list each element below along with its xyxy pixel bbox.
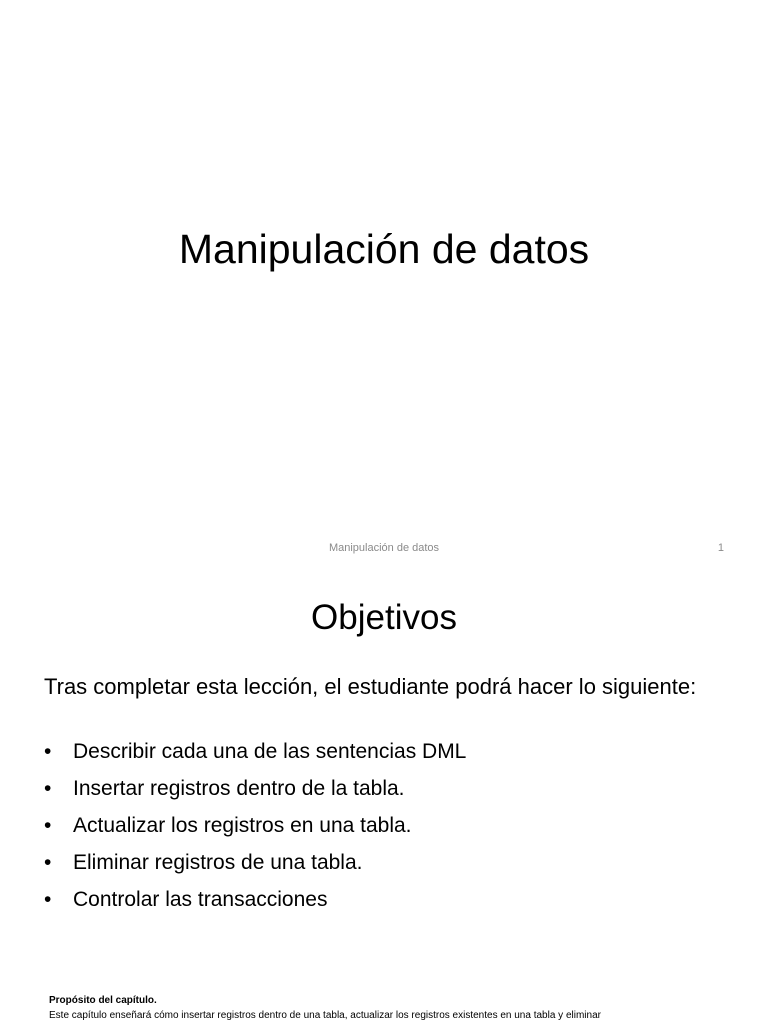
slide-page-number: 1 — [717, 542, 724, 554]
notes-body: Este capítulo enseñará cómo insertar registros dentro de una tabla, actualizar los registros existentes en una tabla y eliminar — [49, 1010, 601, 1021]
list-item — [44, 848, 724, 878]
list-item-text: Describir cada una de las sentencias DML — [73, 740, 467, 763]
list-item — [44, 885, 724, 915]
notes-heading: Propósito del capítulo. — [49, 995, 157, 1006]
bullet-icon: • — [44, 814, 52, 837]
list-item-text: Eliminar registros de una tabla. — [73, 851, 363, 874]
list-item — [44, 774, 724, 804]
bullet-icon: • — [44, 851, 52, 874]
objectives-intro: Tras completar esta lección, el estudiante podrá hacer lo siguiente: — [44, 674, 697, 699]
list-item — [44, 737, 724, 767]
slide-title: Manipulación de datos — [178, 226, 590, 272]
bullet-icon: • — [44, 777, 52, 800]
list-item-text: Actualizar los registros en una tabla. — [73, 814, 412, 837]
bullet-icon: • — [44, 740, 52, 763]
list-item-text: Insertar registros dentro de la tabla. — [73, 777, 405, 800]
bullet-icon: • — [44, 888, 52, 911]
objectives-list — [44, 737, 724, 922]
list-item-text: Controlar las transacciones — [73, 888, 328, 911]
list-item — [44, 811, 724, 841]
slide-footer-text: Manipulación de datos — [328, 542, 440, 554]
speaker-notes — [49, 993, 729, 1023]
objectives-title: Objetivos — [311, 598, 457, 637]
